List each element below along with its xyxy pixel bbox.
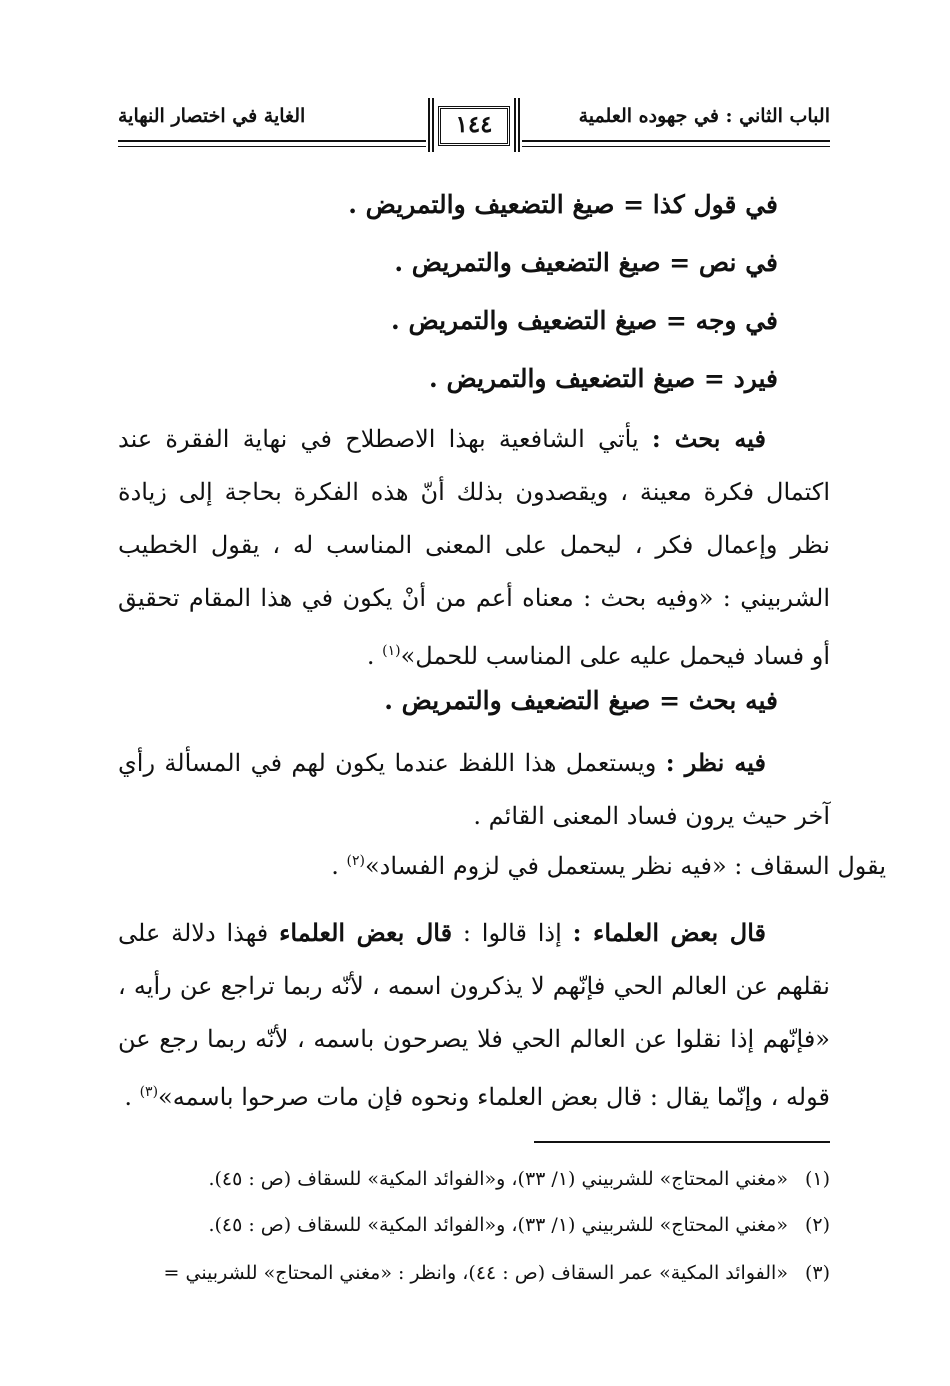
paragraph-qala-badh: [118, 906, 830, 1124]
term-line-2: في نص = صيغ التضعيف والتمريض .: [394, 248, 778, 277]
paragraph-end: .: [366, 642, 383, 670]
term-line-5: فيه بحث = صيغ التضعيف والتمريض .: [384, 686, 778, 715]
ornament-right: [514, 98, 520, 152]
term-qala-badh-2: قال بعض العلماء: [279, 918, 453, 947]
footnote-text: «مغني المحتاج» للشربيني (١/ ٣٣)، و«الفوائد المكية» للسقاف (ص : ٤٥).: [208, 1168, 788, 1190]
chapter-title: الباب الثاني : في جهوده العلمية: [578, 105, 830, 127]
term-line-1: في قول كذا = صيغ التضعيف والتمريض .: [348, 190, 778, 219]
paragraph-text: يأتي الشافعية بهذا الاصطلاح في نهاية الفقرة عند اكتمال فكرة معينة ، ويقصدون بذلك أنّ هذه الفكرة بحاجة إلى زيادة نظر وإعمال فكر ، ليحمل على المعنى المناسب له ، يقول الخطيب الشربيني : «وفيه بحث : معناه أعم من أنْ يكون في هذا المقام تحقيق أو فساد فيحمل عليه على المناسب للحمل»: [118, 425, 830, 670]
footnote-number: (٣): [804, 1262, 830, 1284]
quote-saqqaf: [331, 852, 886, 880]
footnote-text: «مغني المحتاج» للشربيني (١/ ٣٣)، و«الفوائد المكية» للسقاف (ص : ٤٥).: [208, 1214, 788, 1236]
footnote-number: (٢): [804, 1214, 830, 1236]
footnote-1: [118, 1168, 830, 1190]
footnote-text: «الفوائد المكية» عمر السقاف (ص : ٤٤)، وانظر : «مغني المحتاج» للشربيني =: [163, 1262, 788, 1284]
paragraph-fih-bahth: [118, 412, 830, 683]
ornament-left: [428, 98, 434, 152]
term-qala-badh: قال بعض العلماء :: [572, 918, 766, 947]
paragraph-text-a: إذا قالوا :: [462, 919, 562, 947]
quote-end: .: [331, 852, 347, 880]
footnote-ref-3: (٣): [139, 1084, 159, 1100]
footnote-separator: [534, 1141, 830, 1143]
footnote-2: [118, 1214, 830, 1236]
paragraph-fih-nazar: [118, 736, 830, 843]
term-line-4: فيرد = صيغ التضعيف والتمريض .: [429, 364, 778, 393]
page-number-box: [426, 98, 522, 152]
quote-text: يقول السقاف : «فيه نظر يستعمل في لزوم الفساد»: [364, 852, 886, 880]
term-line-3: في وجه = صيغ التضعيف والتمريض .: [391, 306, 778, 335]
page-number: ١٤٤: [455, 111, 493, 138]
book-title: الغاية في اختصار النهاية: [118, 105, 306, 127]
term-fih-nazar: فيه نظر :: [665, 748, 766, 777]
page-header: [118, 100, 830, 152]
term-fih-bahth: فيه بحث :: [651, 424, 767, 453]
footnote-ref-2: (٢): [346, 853, 365, 869]
footnote-number: (١): [804, 1168, 830, 1190]
paragraph-end: .: [124, 1083, 140, 1111]
paragraph-text-b: فهذا دلالة على نقلهم عن العالم الحي فإنّهم لا يذكرون اسمه ، لأنّه ربما تراجع عن رأيه ، «فإنّهم إذا نقلوا عن العالم الحي فلا يصرحون باسمه ، لأنّه ربما رجع عن قوله ، وإنّما يقال : قال بعض العلماء ونحوه فإن مات صرحوا باسمه»: [118, 919, 830, 1111]
footnote-ref-1: (١): [382, 643, 401, 659]
paragraph-text: ويستعمل هذا اللفظ عندما يكون لهم في المسألة رأي آخر حيث يرون فساد المعنى القائم .: [118, 749, 830, 830]
footnote-3: [118, 1262, 830, 1284]
